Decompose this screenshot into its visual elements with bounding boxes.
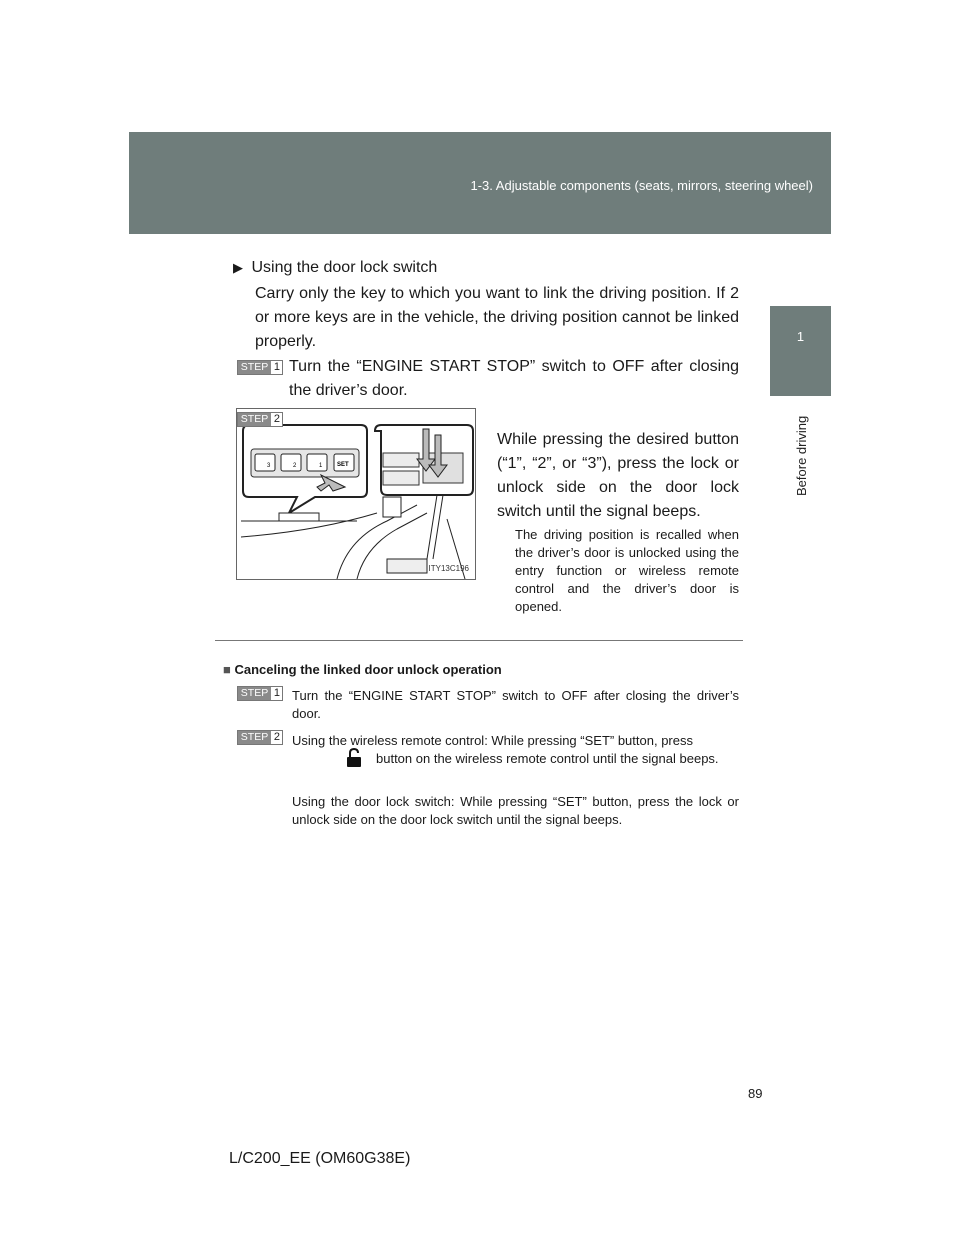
button-2-label: 2 [293,463,297,469]
step-word: STEP [238,731,271,744]
step-number: 1 [273,361,280,373]
cancel-step-2-text-b: button on the wireless remote control until the signal beeps. [376,751,719,766]
step-2-badge [237,412,283,427]
step-word: STEP [238,687,271,700]
button-3-label: 3 [267,463,271,469]
chapter-tab [770,306,831,396]
step-1-badge [237,360,283,375]
cancel-step-1-text: Turn the “ENGINE START STOP” switch to OFF after closing the driver’s door. [292,688,739,721]
step-number: 2 [273,413,280,425]
door-switch-illustration [236,408,476,580]
step-word: STEP [238,413,271,426]
figure-code: ITY13C196 [428,564,469,573]
unlock-icon [346,748,362,768]
chapter-number: 1 [796,329,805,344]
page-header [129,132,831,234]
step-word: STEP [238,361,271,374]
header-title: 1-3. Adjustable components (seats, mirrors, steering wheel) [470,178,813,193]
step-1-text: Turn the “ENGINE START STOP” switch to OFF after closing the driver’s door. [289,358,739,399]
step-number: 2 [273,731,280,743]
step-2-note: The driving position is recalled when the driver’s door is unlocked using the entry function or wireless remote control and the driver’s door is opened. [515,527,739,614]
cancel-step-2-text-a: Using the wireless remote control: While pressing “SET” button, press [292,733,693,748]
square-bullet-icon: ■ [223,662,231,677]
chapter-label-container [768,400,808,510]
step-number: 1 [273,687,280,699]
section-intro: Carry only the key to which you want to link the driving position. If 2 or more keys are in the vehicle, the driving position cannot be linked properly. [255,285,739,350]
section-heading-row [233,256,437,280]
cancel-heading-row [223,661,502,679]
cancel-extra-text: Using the door lock switch: While pressing “SET” button, press the lock or unlock side on the door lock switch until the signal beeps. [292,794,739,827]
step-2-text: While pressing the desired button (“1”, “2”, or “3”), press the lock or unlock side on the door lock switch until the signal beeps. [497,431,739,520]
bullet-arrow-icon: ▶ [233,260,243,275]
button-set-label: SET [337,462,349,468]
door-panel-drawing [237,409,475,579]
chapter-label: Before driving [794,415,809,496]
section-divider [215,640,743,641]
page-number: 89 [748,1086,763,1101]
cancel-heading: Canceling the linked door unlock operation [234,662,502,677]
cancel-step-1-badge [237,686,283,701]
button-1-label: 1 [319,463,323,469]
footer-code: L/C200_EE (OM60G38E) [229,1150,411,1167]
cancel-step-2-badge [237,730,283,745]
section-heading: Using the door lock switch [251,259,438,276]
